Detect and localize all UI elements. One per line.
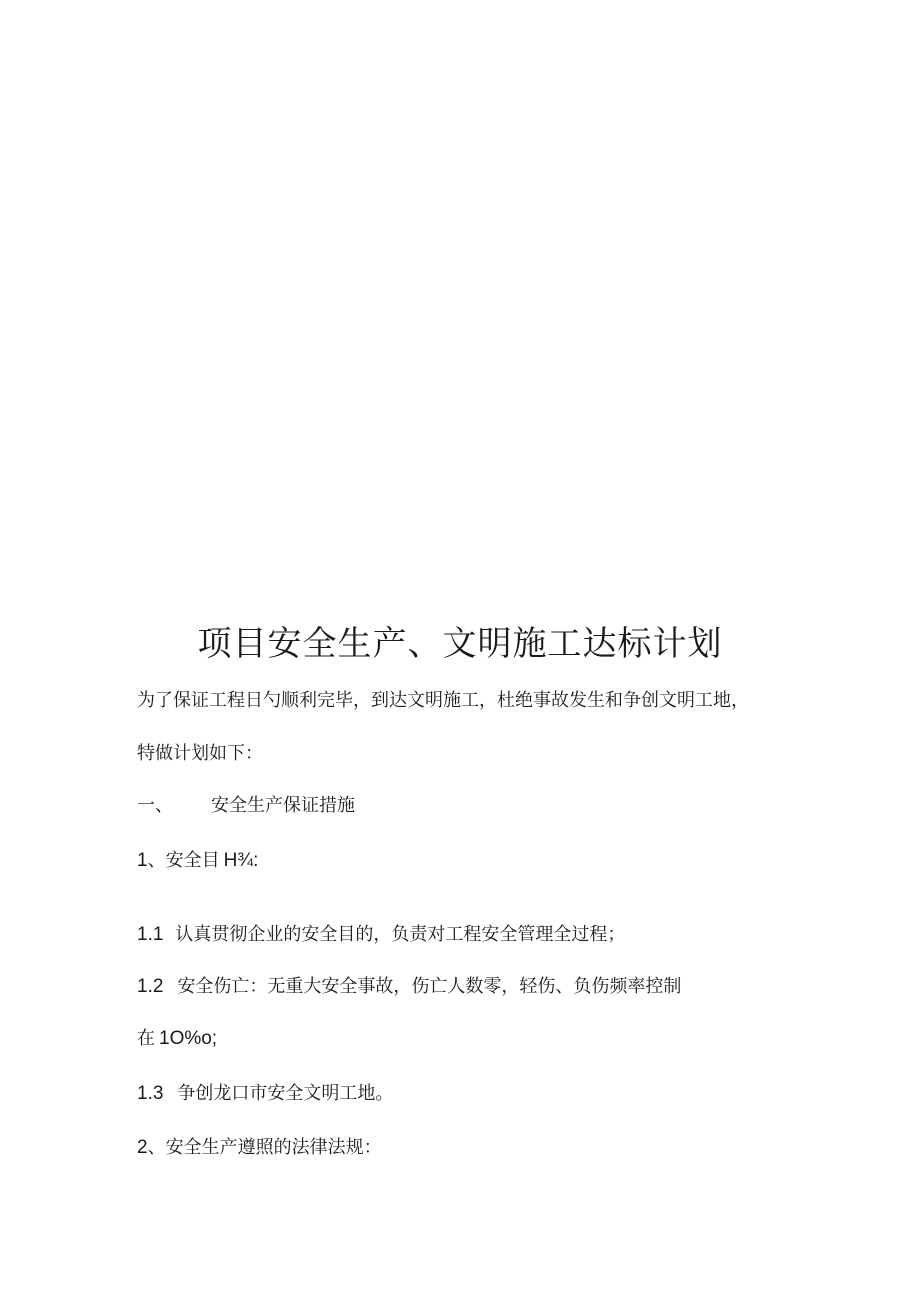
item-1-2-continuation [137, 1024, 217, 1050]
item-1-2 [137, 972, 681, 998]
item-2-text: 、安全生产遵照的法律法规： [147, 1137, 382, 1158]
item-1-2-number: 1.2 [137, 976, 164, 997]
intro-paragraph-line-2: 特做计划如下： [137, 743, 263, 764]
item-1-1-text: 认真贯彻企业的安全目的，负责对工程安全管理全过程； [175, 924, 626, 945]
item-2-number: 2 [137, 1137, 148, 1158]
item-2-heading [137, 1133, 382, 1159]
document-title: 项目安全生产、文明施工达标计划 [197, 624, 723, 664]
item-1-heading [137, 846, 258, 872]
item-1-3-number: 1.3 [137, 1083, 164, 1104]
item-1-2-text: 安全伤亡：无重大安全事故，伤亡人数零，轻伤、负伤频率控制 [177, 976, 682, 997]
item-1-1-number: 1.1 [137, 924, 164, 945]
item-1-number: 1 [137, 850, 148, 871]
item-1-3 [137, 1079, 393, 1105]
item-1-2-cont-value: 1O%o; [159, 1028, 218, 1049]
item-1-text: 、安全目 [147, 850, 220, 871]
item-1-3-text: 争创龙口市安全文明工地。 [177, 1083, 394, 1104]
intro-paragraph-line-1: 为了保证工程日勺顺利完毕，到达文明施工，杜绝事故发生和争创文明工地， [137, 690, 749, 711]
item-1-suffix: H¾: [223, 850, 259, 871]
item-1-2-cont-prefix: 在 [137, 1028, 155, 1049]
section-1-title: 安全生产保证措施 [211, 795, 355, 816]
section-1-marker: 一、 [137, 795, 173, 816]
item-1-1 [137, 920, 625, 946]
section-1-heading [137, 791, 355, 817]
